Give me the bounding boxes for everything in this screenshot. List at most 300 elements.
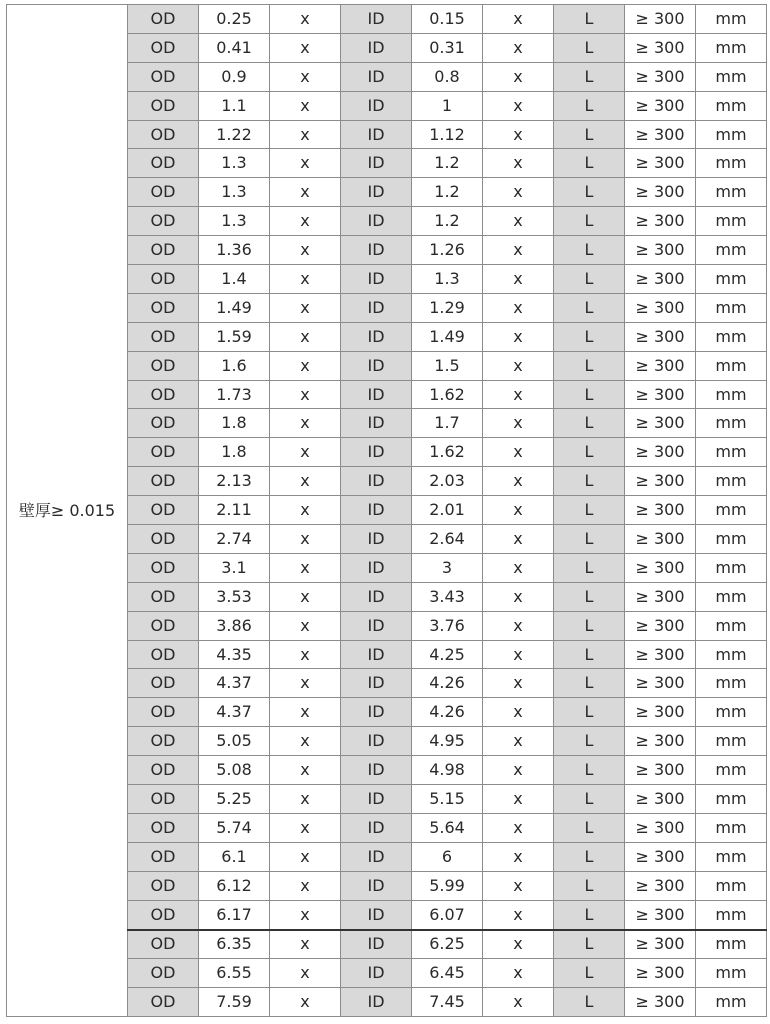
od-value: 0.9 (199, 62, 270, 91)
od-value: 4.37 (199, 669, 270, 698)
id-value: 3.43 (412, 582, 483, 611)
od-label: OD (128, 467, 199, 496)
length-label: L (554, 5, 625, 34)
times-symbol: x (270, 149, 341, 178)
od-value: 5.74 (199, 813, 270, 842)
min-length-value: ≥ 300 (625, 756, 696, 785)
min-length-value: ≥ 300 (625, 525, 696, 554)
od-label: OD (128, 91, 199, 120)
times-symbol: x (270, 120, 341, 149)
id-label: ID (341, 959, 412, 988)
id-label: ID (341, 236, 412, 265)
min-length-value: ≥ 300 (625, 669, 696, 698)
id-value: 1.29 (412, 293, 483, 322)
times-symbol: x (270, 322, 341, 351)
unit-label: mm (696, 525, 767, 554)
min-length-value: ≥ 300 (625, 553, 696, 582)
id-value: 1 (412, 91, 483, 120)
id-value: 6.45 (412, 959, 483, 988)
od-label: OD (128, 842, 199, 871)
id-label: ID (341, 988, 412, 1017)
od-value: 6.35 (199, 930, 270, 959)
times-symbol: x (270, 900, 341, 929)
od-label: OD (128, 611, 199, 640)
times-symbol: x (483, 959, 554, 988)
id-label: ID (341, 871, 412, 900)
length-label: L (554, 525, 625, 554)
min-length-value: ≥ 300 (625, 698, 696, 727)
id-label: ID (341, 265, 412, 294)
length-label: L (554, 62, 625, 91)
length-label: L (554, 33, 625, 62)
od-label: OD (128, 33, 199, 62)
id-value: 1.2 (412, 207, 483, 236)
od-label: OD (128, 900, 199, 929)
times-symbol: x (270, 5, 341, 34)
id-label: ID (341, 149, 412, 178)
length-label: L (554, 698, 625, 727)
unit-label: mm (696, 380, 767, 409)
times-symbol: x (483, 553, 554, 582)
id-label: ID (341, 640, 412, 669)
length-label: L (554, 322, 625, 351)
wall-thickness-group-label: 壁厚≥ 0.015 (7, 5, 128, 1017)
od-value: 6.55 (199, 959, 270, 988)
length-label: L (554, 959, 625, 988)
od-value: 7.59 (199, 988, 270, 1017)
times-symbol: x (483, 62, 554, 91)
id-label: ID (341, 62, 412, 91)
od-value: 1.6 (199, 351, 270, 380)
id-value: 7.45 (412, 988, 483, 1017)
id-value: 3 (412, 553, 483, 582)
times-symbol: x (270, 959, 341, 988)
od-value: 4.37 (199, 698, 270, 727)
times-symbol: x (483, 467, 554, 496)
id-value: 1.2 (412, 149, 483, 178)
min-length-value: ≥ 300 (625, 871, 696, 900)
unit-label: mm (696, 640, 767, 669)
id-label: ID (341, 207, 412, 236)
od-label: OD (128, 5, 199, 34)
id-label: ID (341, 525, 412, 554)
od-label: OD (128, 120, 199, 149)
unit-label: mm (696, 496, 767, 525)
id-value: 5.99 (412, 871, 483, 900)
length-label: L (554, 553, 625, 582)
unit-label: mm (696, 553, 767, 582)
od-value: 5.08 (199, 756, 270, 785)
od-label: OD (128, 640, 199, 669)
times-symbol: x (483, 91, 554, 120)
min-length-value: ≥ 300 (625, 582, 696, 611)
id-value: 4.26 (412, 669, 483, 698)
length-label: L (554, 380, 625, 409)
min-length-value: ≥ 300 (625, 207, 696, 236)
id-value: 0.31 (412, 33, 483, 62)
length-label: L (554, 727, 625, 756)
min-length-value: ≥ 300 (625, 91, 696, 120)
times-symbol: x (270, 525, 341, 554)
min-length-value: ≥ 300 (625, 351, 696, 380)
od-label: OD (128, 351, 199, 380)
id-label: ID (341, 582, 412, 611)
times-symbol: x (483, 236, 554, 265)
od-value: 2.13 (199, 467, 270, 496)
times-symbol: x (270, 293, 341, 322)
unit-label: mm (696, 293, 767, 322)
min-length-value: ≥ 300 (625, 640, 696, 669)
id-value: 1.62 (412, 438, 483, 467)
times-symbol: x (270, 33, 341, 62)
id-value: 4.26 (412, 698, 483, 727)
min-length-value: ≥ 300 (625, 293, 696, 322)
times-symbol: x (270, 640, 341, 669)
od-label: OD (128, 785, 199, 814)
times-symbol: x (270, 582, 341, 611)
od-value: 1.59 (199, 322, 270, 351)
od-value: 1.3 (199, 149, 270, 178)
id-label: ID (341, 409, 412, 438)
id-value: 1.3 (412, 265, 483, 294)
od-value: 0.25 (199, 5, 270, 34)
times-symbol: x (483, 351, 554, 380)
times-symbol: x (270, 930, 341, 959)
min-length-value: ≥ 300 (625, 727, 696, 756)
id-value: 5.15 (412, 785, 483, 814)
id-label: ID (341, 669, 412, 698)
length-label: L (554, 120, 625, 149)
od-label: OD (128, 582, 199, 611)
times-symbol: x (483, 727, 554, 756)
min-length-value: ≥ 300 (625, 467, 696, 496)
id-label: ID (341, 438, 412, 467)
id-value: 2.01 (412, 496, 483, 525)
id-value: 1.7 (412, 409, 483, 438)
od-label: OD (128, 871, 199, 900)
times-symbol: x (483, 265, 554, 294)
times-symbol: x (270, 62, 341, 91)
unit-label: mm (696, 785, 767, 814)
unit-label: mm (696, 727, 767, 756)
times-symbol: x (270, 785, 341, 814)
length-label: L (554, 236, 625, 265)
od-label: OD (128, 236, 199, 265)
od-value: 1.36 (199, 236, 270, 265)
unit-label: mm (696, 91, 767, 120)
id-label: ID (341, 756, 412, 785)
id-value: 1.2 (412, 178, 483, 207)
times-symbol: x (483, 640, 554, 669)
unit-label: mm (696, 842, 767, 871)
table-row (7, 5, 767, 34)
times-symbol: x (483, 756, 554, 785)
id-label: ID (341, 293, 412, 322)
od-label: OD (128, 178, 199, 207)
od-value: 4.35 (199, 640, 270, 669)
min-length-value: ≥ 300 (625, 5, 696, 34)
length-label: L (554, 785, 625, 814)
unit-label: mm (696, 438, 767, 467)
times-symbol: x (483, 149, 554, 178)
od-label: OD (128, 756, 199, 785)
times-symbol: x (270, 669, 341, 698)
unit-label: mm (696, 322, 767, 351)
od-label: OD (128, 293, 199, 322)
min-length-value: ≥ 300 (625, 900, 696, 929)
min-length-value: ≥ 300 (625, 611, 696, 640)
times-symbol: x (483, 380, 554, 409)
length-label: L (554, 988, 625, 1017)
od-value: 1.4 (199, 265, 270, 294)
times-symbol: x (483, 293, 554, 322)
times-symbol: x (270, 553, 341, 582)
times-symbol: x (483, 842, 554, 871)
id-value: 1.49 (412, 322, 483, 351)
id-value: 1.26 (412, 236, 483, 265)
od-value: 1.49 (199, 293, 270, 322)
min-length-value: ≥ 300 (625, 496, 696, 525)
times-symbol: x (270, 409, 341, 438)
unit-label: mm (696, 467, 767, 496)
times-symbol: x (483, 33, 554, 62)
od-label: OD (128, 988, 199, 1017)
od-label: OD (128, 409, 199, 438)
times-symbol: x (270, 611, 341, 640)
od-value: 1.73 (199, 380, 270, 409)
od-value: 0.41 (199, 33, 270, 62)
min-length-value: ≥ 300 (625, 178, 696, 207)
od-label: OD (128, 553, 199, 582)
times-symbol: x (270, 207, 341, 236)
unit-label: mm (696, 207, 767, 236)
times-symbol: x (483, 120, 554, 149)
unit-label: mm (696, 813, 767, 842)
length-label: L (554, 265, 625, 294)
unit-label: mm (696, 351, 767, 380)
times-symbol: x (270, 236, 341, 265)
times-symbol: x (270, 265, 341, 294)
length-label: L (554, 467, 625, 496)
od-label: OD (128, 265, 199, 294)
times-symbol: x (483, 496, 554, 525)
od-label: OD (128, 438, 199, 467)
od-value: 1.8 (199, 409, 270, 438)
od-value: 1.3 (199, 178, 270, 207)
id-value: 1.12 (412, 120, 483, 149)
od-value: 6.1 (199, 842, 270, 871)
od-value: 1.1 (199, 91, 270, 120)
od-value: 1.3 (199, 207, 270, 236)
length-label: L (554, 813, 625, 842)
min-length-value: ≥ 300 (625, 988, 696, 1017)
unit-label: mm (696, 409, 767, 438)
id-value: 4.98 (412, 756, 483, 785)
id-label: ID (341, 5, 412, 34)
min-length-value: ≥ 300 (625, 236, 696, 265)
unit-label: mm (696, 871, 767, 900)
id-label: ID (341, 930, 412, 959)
times-symbol: x (483, 813, 554, 842)
unit-label: mm (696, 900, 767, 929)
length-label: L (554, 756, 625, 785)
min-length-value: ≥ 300 (625, 120, 696, 149)
id-label: ID (341, 785, 412, 814)
times-symbol: x (483, 871, 554, 900)
unit-label: mm (696, 756, 767, 785)
od-label: OD (128, 930, 199, 959)
length-label: L (554, 409, 625, 438)
od-value: 5.25 (199, 785, 270, 814)
unit-label: mm (696, 959, 767, 988)
min-length-value: ≥ 300 (625, 959, 696, 988)
id-label: ID (341, 322, 412, 351)
unit-label: mm (696, 149, 767, 178)
id-value: 1.62 (412, 380, 483, 409)
od-value: 2.74 (199, 525, 270, 554)
od-label: OD (128, 322, 199, 351)
length-label: L (554, 611, 625, 640)
min-length-value: ≥ 300 (625, 380, 696, 409)
times-symbol: x (483, 785, 554, 814)
unit-label: mm (696, 62, 767, 91)
length-label: L (554, 669, 625, 698)
od-label: OD (128, 669, 199, 698)
unit-label: mm (696, 236, 767, 265)
min-length-value: ≥ 300 (625, 409, 696, 438)
id-label: ID (341, 698, 412, 727)
od-value: 6.17 (199, 900, 270, 929)
od-label: OD (128, 727, 199, 756)
id-label: ID (341, 33, 412, 62)
id-value: 2.03 (412, 467, 483, 496)
times-symbol: x (270, 496, 341, 525)
unit-label: mm (696, 582, 767, 611)
min-length-value: ≥ 300 (625, 322, 696, 351)
id-value: 6.25 (412, 930, 483, 959)
id-value: 3.76 (412, 611, 483, 640)
times-symbol: x (270, 988, 341, 1017)
times-symbol: x (270, 813, 341, 842)
od-value: 3.53 (199, 582, 270, 611)
times-symbol: x (270, 467, 341, 496)
times-symbol: x (483, 582, 554, 611)
unit-label: mm (696, 178, 767, 207)
times-symbol: x (270, 756, 341, 785)
id-label: ID (341, 496, 412, 525)
id-label: ID (341, 813, 412, 842)
min-length-value: ≥ 300 (625, 842, 696, 871)
unit-label: mm (696, 669, 767, 698)
times-symbol: x (270, 727, 341, 756)
min-length-value: ≥ 300 (625, 785, 696, 814)
min-length-value: ≥ 300 (625, 438, 696, 467)
length-label: L (554, 293, 625, 322)
times-symbol: x (270, 698, 341, 727)
unit-label: mm (696, 265, 767, 294)
length-label: L (554, 496, 625, 525)
od-value: 1.22 (199, 120, 270, 149)
od-value: 5.05 (199, 727, 270, 756)
od-label: OD (128, 525, 199, 554)
times-symbol: x (270, 842, 341, 871)
id-value: 1.5 (412, 351, 483, 380)
times-symbol: x (483, 988, 554, 1017)
times-symbol: x (483, 409, 554, 438)
times-symbol: x (270, 351, 341, 380)
unit-label: mm (696, 611, 767, 640)
od-label: OD (128, 959, 199, 988)
times-symbol: x (483, 322, 554, 351)
od-value: 3.1 (199, 553, 270, 582)
times-symbol: x (483, 611, 554, 640)
id-value: 0.15 (412, 5, 483, 34)
id-label: ID (341, 611, 412, 640)
times-symbol: x (483, 5, 554, 34)
od-label: OD (128, 149, 199, 178)
unit-label: mm (696, 5, 767, 34)
id-label: ID (341, 178, 412, 207)
length-label: L (554, 871, 625, 900)
id-label: ID (341, 727, 412, 756)
unit-label: mm (696, 698, 767, 727)
id-value: 4.95 (412, 727, 483, 756)
od-value: 6.12 (199, 871, 270, 900)
unit-label: mm (696, 33, 767, 62)
od-label: OD (128, 813, 199, 842)
length-label: L (554, 900, 625, 929)
id-value: 4.25 (412, 640, 483, 669)
times-symbol: x (483, 207, 554, 236)
unit-label: mm (696, 120, 767, 149)
id-value: 6 (412, 842, 483, 871)
od-label: OD (128, 207, 199, 236)
min-length-value: ≥ 300 (625, 265, 696, 294)
times-symbol: x (483, 698, 554, 727)
od-label: OD (128, 496, 199, 525)
length-label: L (554, 842, 625, 871)
times-symbol: x (270, 438, 341, 467)
id-value: 5.64 (412, 813, 483, 842)
od-value: 3.86 (199, 611, 270, 640)
times-symbol: x (270, 178, 341, 207)
length-label: L (554, 91, 625, 120)
id-value: 6.07 (412, 900, 483, 929)
id-label: ID (341, 842, 412, 871)
times-symbol: x (270, 871, 341, 900)
length-label: L (554, 438, 625, 467)
length-label: L (554, 640, 625, 669)
length-label: L (554, 582, 625, 611)
times-symbol: x (483, 438, 554, 467)
od-label: OD (128, 380, 199, 409)
id-label: ID (341, 380, 412, 409)
id-label: ID (341, 553, 412, 582)
id-value: 2.64 (412, 525, 483, 554)
id-label: ID (341, 91, 412, 120)
times-symbol: x (483, 930, 554, 959)
times-symbol: x (483, 525, 554, 554)
times-symbol: x (483, 900, 554, 929)
id-label: ID (341, 120, 412, 149)
table-body (7, 5, 767, 1017)
unit-label: mm (696, 988, 767, 1017)
length-label: L (554, 178, 625, 207)
min-length-value: ≥ 300 (625, 813, 696, 842)
length-label: L (554, 351, 625, 380)
times-symbol: x (270, 91, 341, 120)
unit-label: mm (696, 930, 767, 959)
